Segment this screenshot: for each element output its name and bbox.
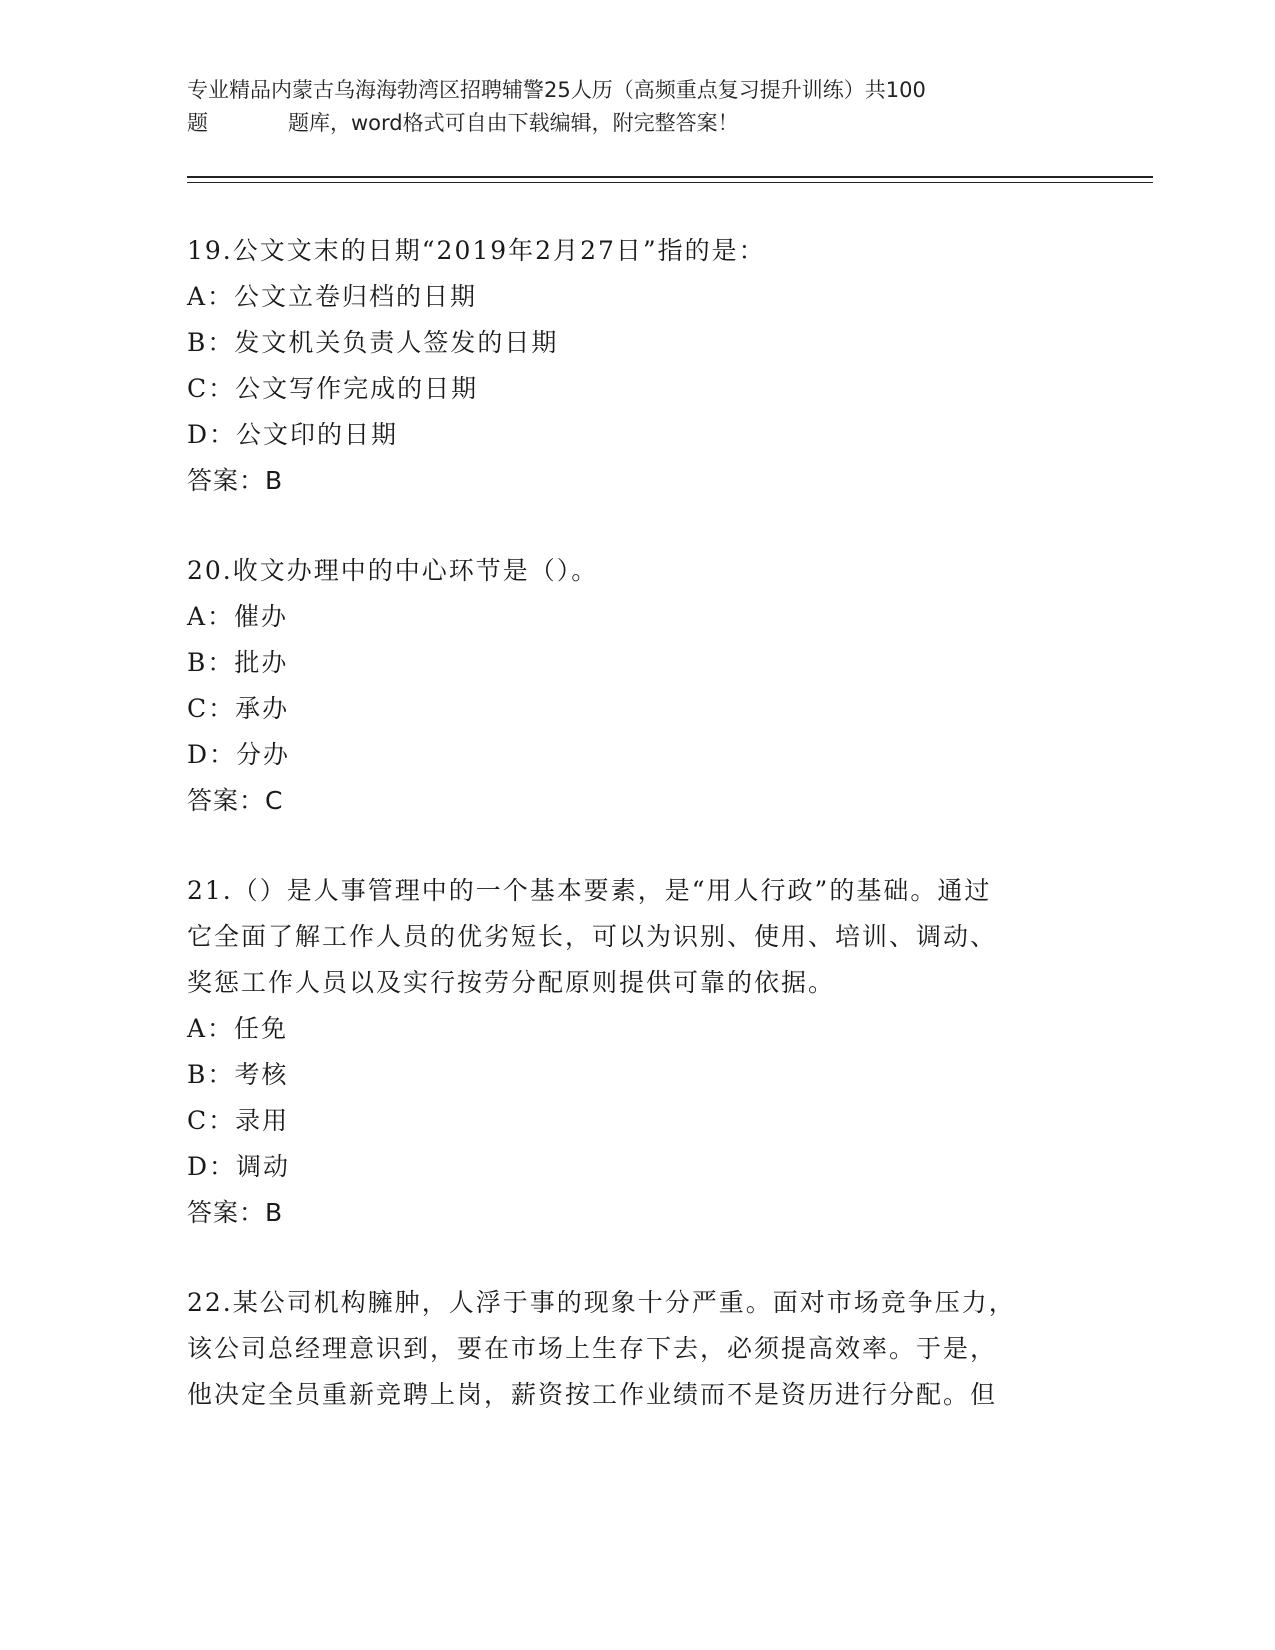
- header-line-2: [187, 107, 1067, 140]
- option-b: B：批办: [187, 648, 289, 677]
- header-line-2-right: 题库，word格式可自由下载编辑，附完整答案！: [288, 111, 739, 135]
- question-20: [187, 548, 1087, 824]
- question-stem-line-3: 他决定全员重新竞聘上岗，薪资按工作业绩而不是资历进行分配。但: [187, 1380, 998, 1409]
- question-stem-line-3: 奖惩工作人员以及实行按劳分配原则提供可靠的依据。: [187, 968, 836, 997]
- option-c: C：公文写作完成的日期: [187, 374, 479, 403]
- question-21: [187, 868, 1087, 1236]
- option-a: A：催办: [187, 602, 289, 631]
- option-d: D：公文印的日期: [187, 420, 399, 449]
- header-rule-thick: [187, 176, 1153, 178]
- question-22: [187, 1280, 1087, 1418]
- question-stem-line-1: 22.某公司机构臃肿，人浮于事的现象十分严重。面对市场竞争压力，: [187, 1288, 1016, 1317]
- question-stem-line-2: 它全面了解工作人员的优劣短长，可以为识别、使用、培训、调动、: [187, 922, 998, 951]
- question-stem-line-1: 21.（）是人事管理中的一个基本要素，是“用人行政”的基础。通过: [187, 876, 992, 905]
- option-d: D：调动: [187, 1152, 291, 1181]
- question-stem-line-2: 该公司总经理意识到，要在市场上生存下去，必须提高效率。于是，: [187, 1334, 998, 1363]
- option-c: C：录用: [187, 1106, 290, 1135]
- header-rule-thin: [187, 182, 1153, 183]
- header-line-2-left: 题: [187, 111, 208, 135]
- answer: 答案：B: [187, 1198, 284, 1227]
- question-stem: 20.收文办理中的中心环节是（）。: [187, 556, 599, 585]
- option-b: B：发文机关负责人签发的日期: [187, 328, 559, 357]
- option-b: B：考核: [187, 1060, 289, 1089]
- option-c: C：承办: [187, 694, 290, 723]
- answer: 答案：C: [187, 786, 284, 815]
- question-19: [187, 228, 1087, 504]
- question-stem: 19.公文文末的日期“2019年2月27日”指的是：: [187, 236, 766, 265]
- document-header: [187, 74, 1067, 140]
- header-line-1: 专业精品内蒙古乌海海勃湾区招聘辅警25人历（高频重点复习提升训练）共100: [187, 78, 926, 102]
- option-a: A：公文立卷归档的日期: [187, 282, 478, 311]
- option-a: A：任免: [187, 1014, 289, 1043]
- option-d: D：分办: [187, 740, 291, 769]
- answer: 答案：B: [187, 466, 284, 495]
